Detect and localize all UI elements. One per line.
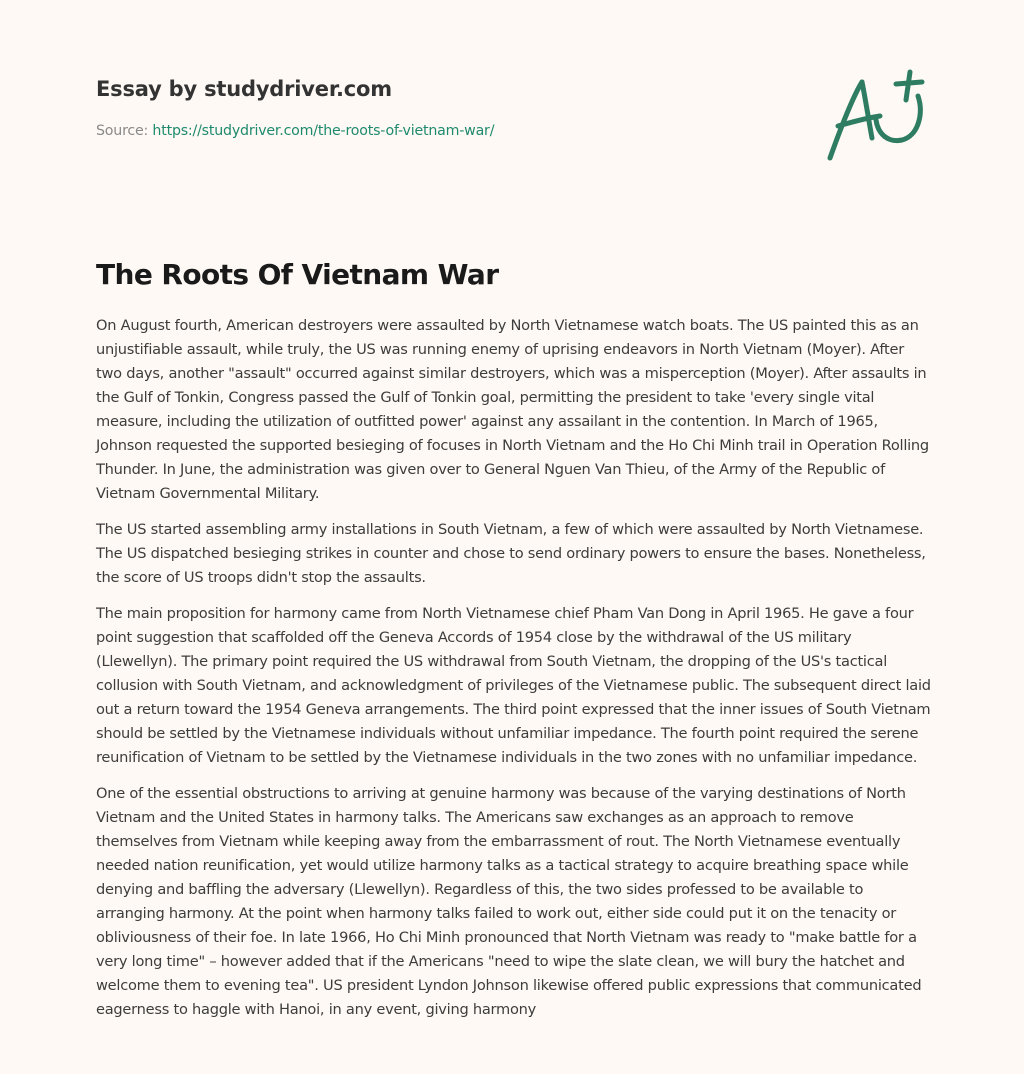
essay-header: [96, 74, 936, 141]
source-line: [96, 121, 936, 141]
a-plus-grade-icon: [822, 68, 930, 164]
source-label: Source:: [96, 123, 153, 139]
essay-paragraph: The main proposition for harmony came from North Vietnamese chief Pham Van Dong in April 1965. He gave a four point suggestion that scaffolded off the Geneva Accords of 1954 close by the withdrawal of the US military (Llewellyn). The primary point required the US withdrawal from South Vietnam, the dropping of the US's tactical collusion with South Vietnam, and acknowledgment of privileges of the Vietnamese public. The subsequent direct laid out a return toward the 1954 Geneva arrangements. The third point expressed that the inner issues of South Vietnam should be settled by the Vietnamese individuals without unfamiliar impedance. The fourth point required the serene reunification of Vietnam to be settled by the Vietnamese individuals in the two zones with no unfamiliar impedance.: [96, 605, 931, 766]
essay-paragraph: On August fourth, American destroyers were assaulted by North Vietnamese watch boats. The US painted this as an unjustifiable assault, while truly, the US was running enemy of uprising endeavors in North Vietnam (Moyer). After two days, another "assault" occurred against similar destroyers, which was a misperception (Moyer). After assaults in the Gulf of Tonkin, Congress passed the Gulf of Tonkin goal, permitting the president to take 'every single vital measure, including the utilization of outfitted power' against any assailant in the contention. In March of 1965, Johnson requested the supported besieging of focuses in North Vietnam and the Ho Chi Minh trail in Operation Rolling Thunder. In June, the administration was given over to General Nguen Van Thieu, of the Army of the Republic of Vietnam Governmental Military.: [96, 317, 929, 502]
essay-paragraph: One of the essential obstructions to arriving at genuine harmony was because of the varying destinations of North Vietnam and the United States in harmony talks. The Americans saw exchanges as an approach to remove themselves from Vietnam while keeping away from the embarrassment of rout. The North Vietnamese eventually needed nation reunification, yet would utilize harmony talks as a tactical strategy to acquire breathing space while denying and baffling the adversary (Llewellyn). Regardless of this, the two sides professed to be available to arranging harmony. At the point when harmony talks failed to work out, either side could put it on the tenacity or obliviousness of their foe. In late 1966, Ho Chi Minh pronounced that North Vietnam was ready to "make battle for a very long time" – however added that if the Americans "need to wipe the slate clean, we will bury the hatchet and welcome them to evening tea". US president Lyndon Johnson likewise offered public expressions that communicated eagerness to haggle with Hanoi, in any event, giving harmony: [96, 785, 922, 1018]
essay-body: [96, 314, 932, 1034]
essay-paragraph: The US started assembling army installations in South Vietnam, a few of which were assaulted by North Vietnamese. The US dispatched besieging strikes in counter and chose to send ordinary powers to ensure the bases. Nonetheless, the score of US troops didn't stop the assaults.: [96, 521, 926, 586]
essay-title: The Roots Of Vietnam War: [96, 258, 499, 291]
source-link[interactable]: https://studydriver.com/the-roots-of-vietnam-war/: [152, 123, 495, 139]
site-title: Essay by studydriver.com: [96, 77, 392, 101]
